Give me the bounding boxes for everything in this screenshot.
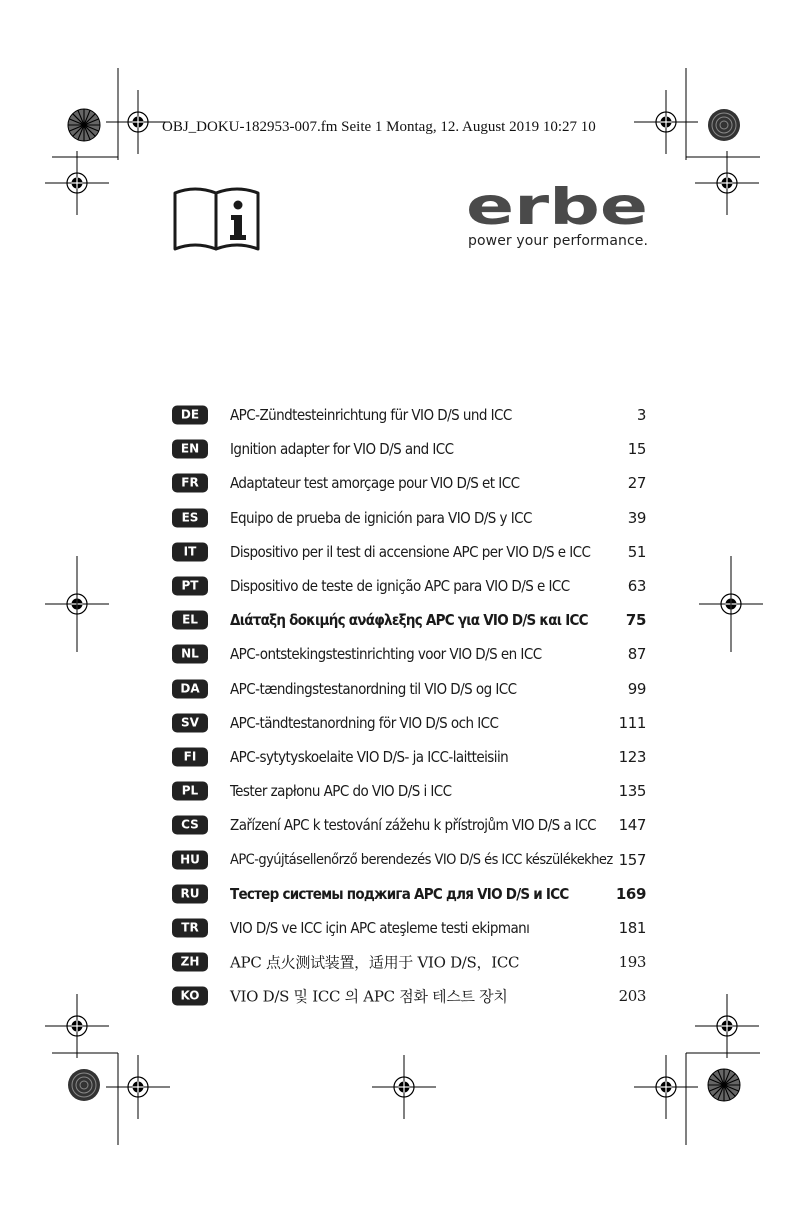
language-badge: FR — [172, 474, 208, 493]
toc-title: Dispositivo de teste de ignição APC para VIO D/S e ICC — [230, 577, 570, 596]
toc-page-number: 27 — [627, 474, 646, 493]
toc-title: APC-sytytyskoelaite VIO D/S- ja ICC-laitteisiin — [230, 747, 509, 766]
language-badge: HU — [172, 850, 208, 869]
toc-row-pt[interactable] — [172, 569, 648, 603]
toc-row-fi[interactable] — [172, 740, 648, 774]
language-badge: DA — [172, 679, 208, 698]
toc-title: Zařízení APC k testování zážehu k přístrojům VIO D/S a ICC — [230, 816, 596, 835]
toc-page-number: 51 — [627, 542, 646, 561]
toc-page-number: 123 — [618, 747, 646, 766]
toc-page-number: 87 — [627, 645, 646, 664]
toc-title: VIO D/S 및 ICC 의 APC 점화 테스트 장치 — [230, 987, 508, 1006]
toc-page-number: 39 — [627, 508, 646, 527]
toc-row-tr[interactable] — [172, 911, 648, 945]
toc-title: APC-tændingstestanordning til VIO D/S og ICC — [230, 679, 517, 698]
toc-row-hu[interactable] — [172, 842, 648, 876]
svg-text:erbe: erbe — [466, 186, 648, 231]
toc-row-ko[interactable] — [172, 979, 648, 1013]
toc-page-number: 111 — [618, 713, 646, 732]
toc-title: Tester zapłonu APC do VIO D/S i ICC — [230, 782, 452, 801]
toc-row-cs[interactable] — [172, 808, 648, 842]
language-badge: EL — [172, 611, 208, 630]
toc-row-da[interactable] — [172, 672, 648, 706]
language-badge: SV — [172, 713, 208, 732]
language-badge: PL — [172, 782, 208, 801]
toc-title: Dispositivo per il test di accensione APC per VIO D/S e ICC — [230, 542, 591, 561]
toc-page-number: 157 — [618, 850, 646, 869]
toc-page-number: 99 — [627, 679, 646, 698]
toc-title: APC 点火测试装置，适用于 VIO D/S，ICC — [230, 953, 520, 972]
info-manual-icon — [172, 183, 262, 253]
toc-row-nl[interactable] — [172, 637, 648, 671]
language-badge: CS — [172, 816, 208, 835]
toc-page-number: 75 — [625, 611, 646, 630]
language-badge: ZH — [172, 953, 208, 972]
toc-page-number: 63 — [627, 577, 646, 596]
toc-row-en[interactable] — [172, 432, 648, 466]
language-badge: FI — [172, 747, 208, 766]
toc-page-number: 169 — [615, 884, 646, 903]
language-badge: TR — [172, 918, 208, 937]
document-header: OBJ_DOKU-182953-007.fm Seite 1 Montag, 12. August 2019 10:27 10 — [162, 119, 596, 135]
language-badge: EN — [172, 440, 208, 459]
toc-row-it[interactable] — [172, 535, 648, 569]
language-badge: ES — [172, 508, 208, 527]
language-badge: PT — [172, 577, 208, 596]
toc-row-sv[interactable] — [172, 706, 648, 740]
toc-title: APC-Zündtesteinrichtung für VIO D/S und ICC — [230, 406, 512, 425]
toc-title: APC-gyújtásellenőrző berendezés VIO D/S és ICC készülékekhez — [230, 851, 613, 868]
toc-title: VIO D/S ve ICC için APC ateşleme testi ekipmanı — [230, 918, 530, 937]
toc-row-es[interactable] — [172, 501, 648, 535]
toc-row-ru[interactable] — [172, 877, 648, 911]
toc-page-number: 147 — [618, 816, 646, 835]
toc-title: APC-ontstekingstestinrichting voor VIO D/S en ICC — [230, 645, 542, 664]
language-badge: NL — [172, 645, 208, 664]
toc-row-fr[interactable] — [172, 466, 648, 500]
toc-title: Adaptateur test amorçage pour VIO D/S et ICC — [230, 474, 520, 493]
brand-tagline: power your performance. — [468, 233, 649, 249]
toc-title: Equipo de prueba de ignición para VIO D/S y ICC — [230, 508, 532, 527]
erbe-logo — [466, 186, 656, 231]
language-badge: IT — [172, 542, 208, 561]
toc-row-de[interactable] — [172, 398, 648, 432]
toc-title: Ignition adapter for VIO D/S and ICC — [230, 440, 454, 459]
language-badge: KO — [172, 987, 208, 1006]
toc-title: Διάταξη δοκιμής ανάφλεξης APC για VIO D/S και ICC — [230, 611, 588, 630]
toc-page-number: 203 — [618, 987, 646, 1006]
toc-title: APC-tändtestanordning för VIO D/S och ICC — [230, 713, 499, 732]
language-contents-list — [172, 398, 648, 1013]
language-badge: DE — [172, 406, 208, 425]
language-badge: RU — [172, 884, 208, 903]
toc-page-number: 135 — [618, 782, 646, 801]
toc-row-pl[interactable] — [172, 774, 648, 808]
toc-title: Тестер системы поджига APC для VIO D/S и ICC — [230, 884, 569, 903]
toc-row-zh[interactable] — [172, 945, 648, 979]
toc-row-el[interactable] — [172, 603, 648, 637]
toc-page-number: 3 — [636, 406, 646, 425]
toc-page-number: 181 — [618, 918, 646, 937]
toc-page-number: 15 — [627, 440, 646, 459]
toc-page-number: 193 — [618, 953, 646, 972]
